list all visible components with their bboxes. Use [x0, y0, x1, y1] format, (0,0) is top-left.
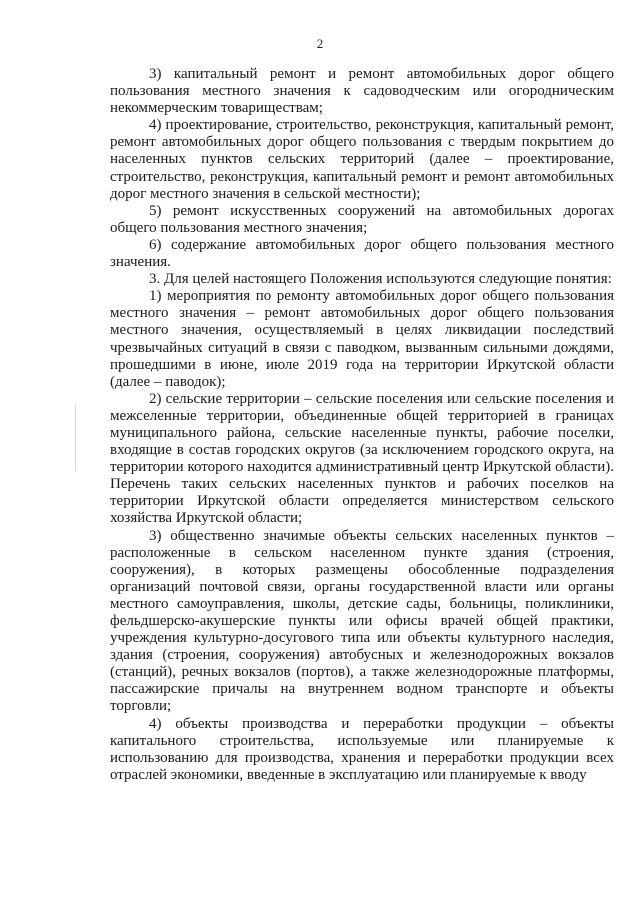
paragraph-definition-3-public-facilities: 3) общественно значимые объекты сельских населенных пунктов – расположенные в сельском населенном пункте здания (строения, сооружения), в которых размещены обособленные подразделения организаций почтовой связи, органы государственной власти или органы местного самоуправления, школы, детские сады, больницы, поликлиники, фельдшерско-акушерские пункты или офисы врачей общей практики, учреждения культурно-досугового типа или объекты культурного наследия, здания (строения, сооружения) автобусных и железнодорожных вокзалов (станций), речных вокзалов (портов), а также железнодорожные платформы, пассажирские причалы на внутреннем водном транспорте и объекты торговли; [110, 527, 614, 715]
paragraph-item-5-artificial-structures: 5) ремонт искусственных сооружений на автомобильных дорогах общего пользования местного значения; [110, 202, 614, 236]
paragraph-definition-4-production-facilities: 4) объекты производства и переработки продукции – объекты капитального строительства, используемые или планируемые к использованию для производства, хранения и переработки продукции всех отраслей экономики, введенные в эксплуатацию или планируемые к вводу [110, 715, 614, 783]
paragraph-item-6-road-maintenance: 6) содержание автомобильных дорог общего пользования местного значения. [110, 236, 614, 271]
document-body [110, 66, 614, 784]
scan-margin-line [75, 405, 76, 471]
paragraph-section-3-definitions: 3. Для целей настоящего Положения используются следующие понятия: [149, 271, 612, 288]
paragraph-definition-2-rural-territories: 2) сельские территории – сельские поселения или сельские поселения и межселенные территории, объединенные общей территорией в границах муниципального района, сельские населенные пункты, рабочие поселки, входящие в состав городских округов (за исключением городского округа, на территории которого находится административный центр Иркутской области). Перечень таких сельских населенных пунктов и рабочих поселков на территории Иркутской области определяется министерством сельского хозяйства Иркутской области; [110, 390, 614, 527]
page-number: 2 [316, 36, 324, 51]
paragraph-definition-1-flood-repair: 1) мероприятия по ремонту автомобильных дорог общего пользования местного значения – ремонт автомобильных дорог общего пользования местного значения, осуществляемый в целях ликвидации последствий чрезвычайных ситуаций в связи с паводком, вызванным сильными дождями, прошедшими в июне, июле 2019 года на территории Иркутской области (далее – паводок); [110, 288, 614, 390]
paragraph-item-4-road-design: 4) проектирование, строительство, реконструкция, капитальный ремонт, ремонт автомобильных дорог общего пользования с твердым покрытием до населенных пунктов сельских территорий (далее – проектирование, строительство, реконструкция, капитальный ремонт и ремонт автомобильных дорог местного значения в сельской местности); [110, 117, 614, 202]
paragraph-item-3-road-repair-gardening: 3) капитальный ремонт и ремонт автомобильных дорог общего пользования местного значения к садоводческим или огородническим некоммерческим товариществам; [110, 66, 614, 117]
